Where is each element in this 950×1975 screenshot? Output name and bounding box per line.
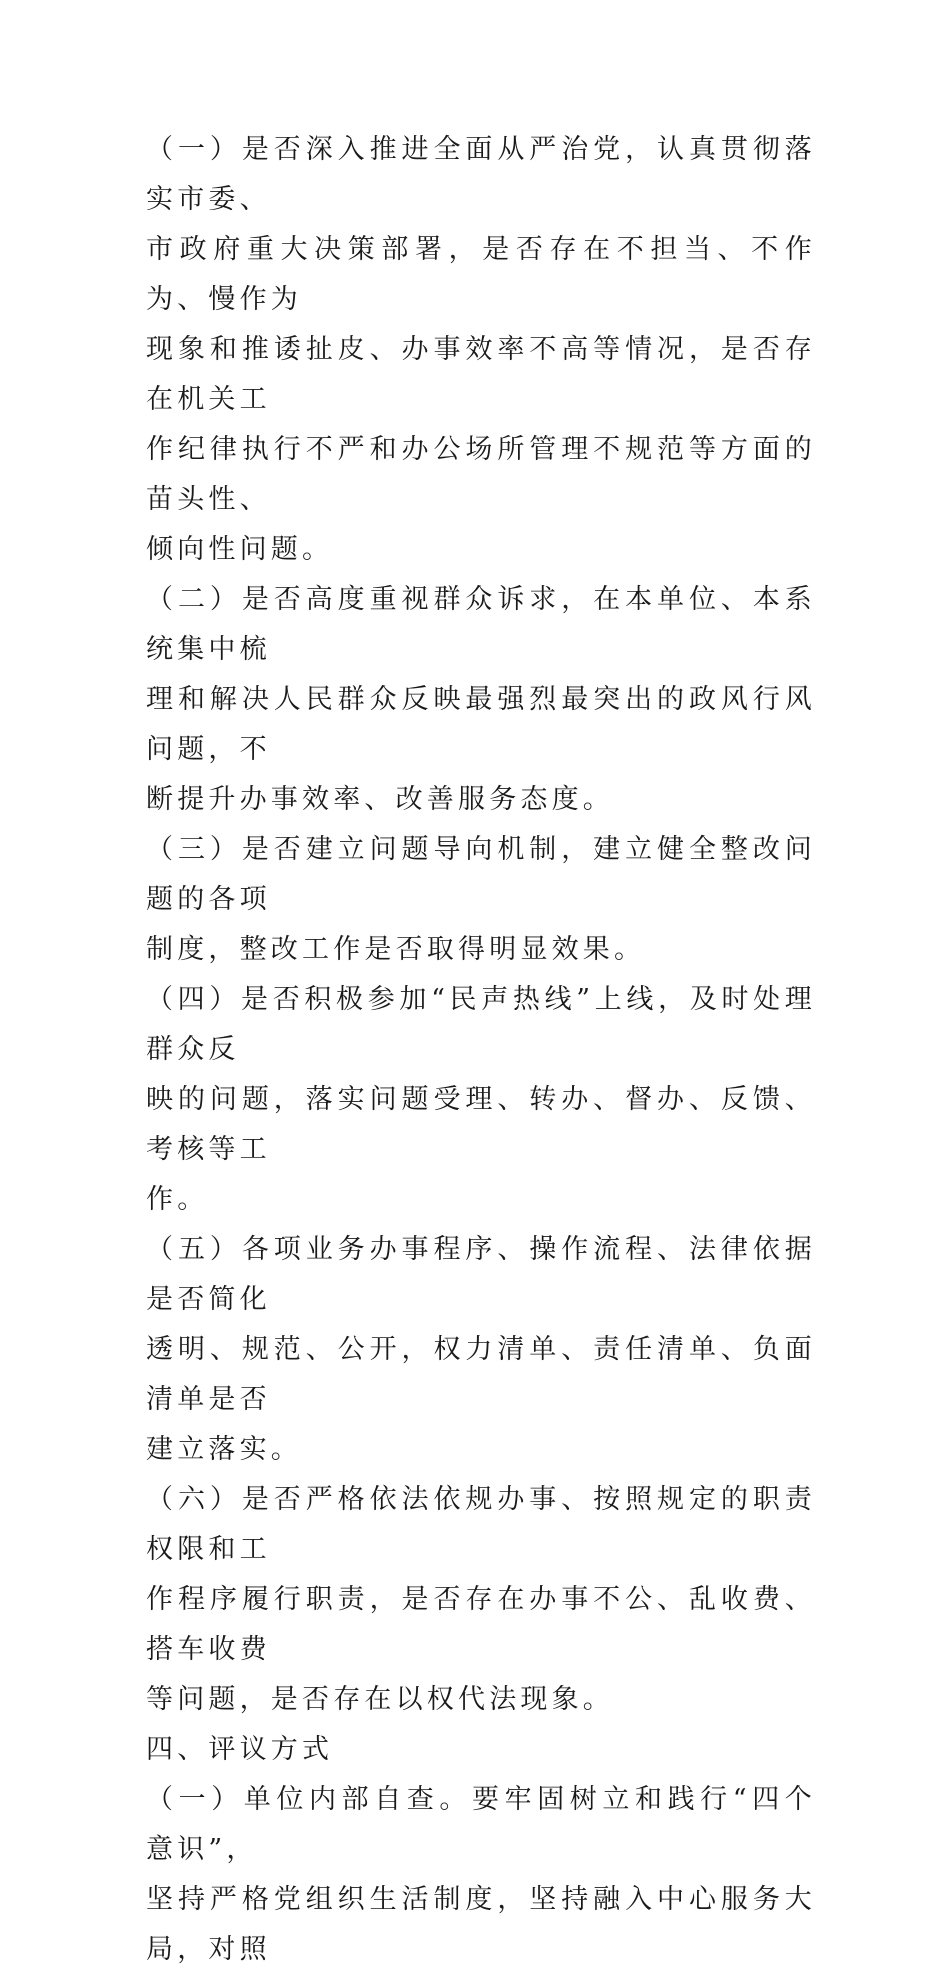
section-heading: 四、评议方式 [146, 1734, 334, 1765]
document-body [146, 125, 816, 1975]
paragraph-item-3: （三）是否建立问题导向机制，建立健全整改问题的各项 制度，整改工作是否取得明显效果。 [146, 834, 816, 965]
paragraph-item-7: （一）单位内部自查。要牢固树立和践行“四个意识”， 坚持严格党组织生活制度，坚持融入中心服务大局，对照 [146, 1784, 816, 1965]
paragraph-item-5: （五）各项业务办事程序、操作流程、法律依据是否简化 透明、规范、公开，权力清单、责任清单、负面清单是否 建立落实。 [146, 1234, 816, 1465]
paragraph-item-4: （四）是否积极参加“民声热线”上线，及时处理群众反 映的问题，落实问题受理、转办、督办、反馈、考核等工 作。 [146, 984, 816, 1215]
paragraph-item-6: （六）是否严格依法依规办事、按照规定的职责权限和工 作程序履行职责，是否存在办事不公、乱收费、搭车收费 等问题，是否存在以权代法现象。 [146, 1484, 816, 1715]
paragraph-item-2: （二）是否高度重视群众诉求，在本单位、本系统集中梳 理和解决人民群众反映最强烈最突出的政风行风问题，不 断提升办事效率、改善服务态度。 [146, 584, 816, 815]
paragraph-item-1: （一）是否深入推进全面从严治党，认真贯彻落实市委、 市政府重大决策部署，是否存在不担当、不作为、慢作为 现象和推诿扯皮、办事效率不高等情况，是否存在机关工 作纪律执行不严和办公场所管理不规范等方面的苗头性、 倾向性问题。 [146, 134, 816, 565]
